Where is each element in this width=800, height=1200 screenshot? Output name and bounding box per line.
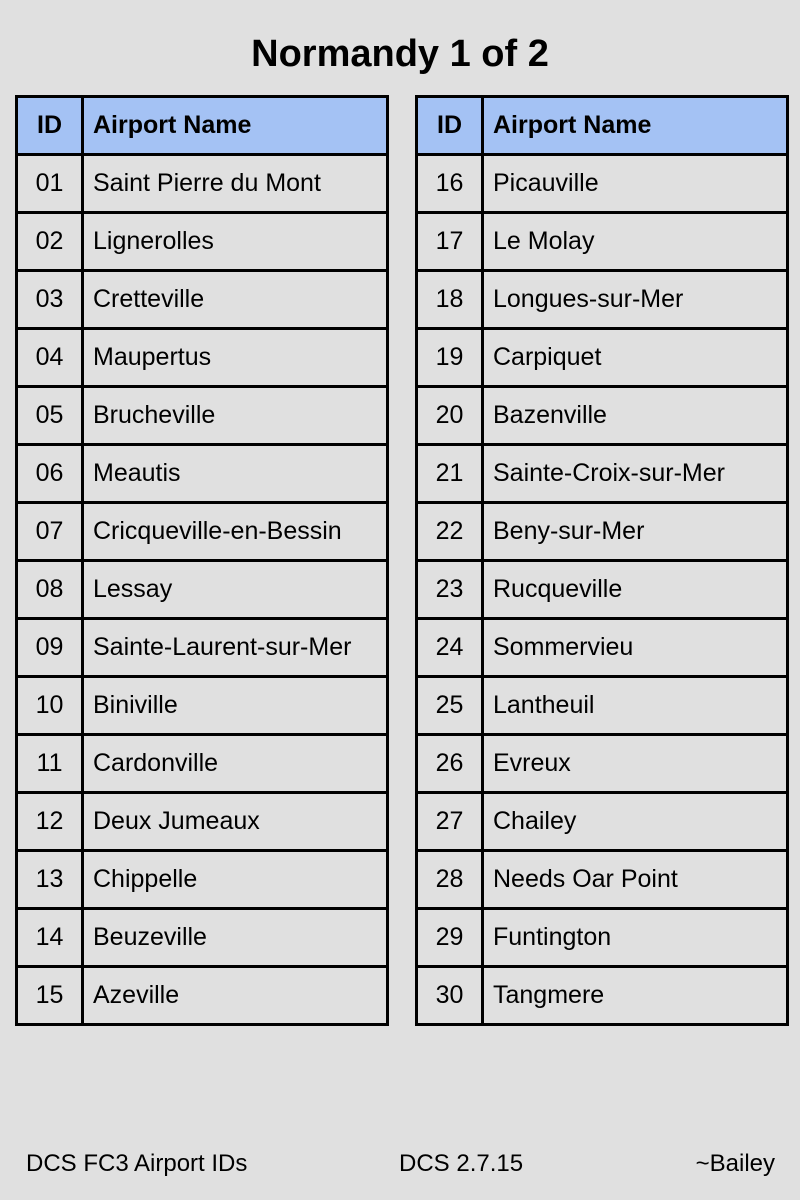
airport-id: 12: [17, 793, 83, 851]
airport-name: Rucqueville: [483, 561, 788, 619]
airport-name: Maupertus: [83, 329, 388, 387]
airport-name: Chippelle: [83, 851, 388, 909]
airport-id: 13: [17, 851, 83, 909]
airport-id: 02: [17, 213, 83, 271]
airport-name: Deux Jumeaux: [83, 793, 388, 851]
airport-name: Saint Pierre du Mont: [83, 155, 388, 213]
table-row: [417, 967, 788, 1025]
footer-author: ~Bailey: [695, 1150, 775, 1177]
airport-name: Evreux: [483, 735, 788, 793]
table-row: [17, 445, 388, 503]
table-row: [17, 793, 388, 851]
table-row: [417, 851, 788, 909]
airport-name: Carpiquet: [483, 329, 788, 387]
table-row: [17, 967, 388, 1025]
airport-id: 14: [17, 909, 83, 967]
airport-name: Azeville: [83, 967, 388, 1025]
table-row: [17, 155, 388, 213]
airport-name: Lessay: [83, 561, 388, 619]
airport-id: 20: [417, 387, 483, 445]
table-row: [417, 677, 788, 735]
airport-id: 10: [17, 677, 83, 735]
table-row: [17, 735, 388, 793]
airport-id: 08: [17, 561, 83, 619]
airport-table-right: [415, 95, 789, 1026]
airport-id: 09: [17, 619, 83, 677]
table-row: [17, 851, 388, 909]
airport-id: 11: [17, 735, 83, 793]
airport-name: Brucheville: [83, 387, 388, 445]
table-row: [417, 387, 788, 445]
airport-name: Meautis: [83, 445, 388, 503]
airport-name: Picauville: [483, 155, 788, 213]
page-title: Normandy 1 of 2: [251, 33, 549, 75]
airport-name: Sainte-Croix-sur-Mer: [483, 445, 788, 503]
table-row: [17, 909, 388, 967]
table-header-row: [417, 97, 788, 155]
table-row: [417, 445, 788, 503]
column-header-airport-name: Airport Name: [483, 97, 788, 155]
table-row: [17, 677, 388, 735]
table-row: [17, 619, 388, 677]
airport-id: 06: [17, 445, 83, 503]
airport-name: Longues-sur-Mer: [483, 271, 788, 329]
table-row: [17, 503, 388, 561]
table-header-row: [17, 97, 388, 155]
table-row: [17, 329, 388, 387]
table-row: [417, 213, 788, 271]
airport-name: Tangmere: [483, 967, 788, 1025]
airport-id: 26: [417, 735, 483, 793]
airport-name: Funtington: [483, 909, 788, 967]
airport-name: Lantheuil: [483, 677, 788, 735]
airport-name: Biniville: [83, 677, 388, 735]
airport-name: Sommervieu: [483, 619, 788, 677]
airport-id: 15: [17, 967, 83, 1025]
column-header-id: ID: [17, 97, 83, 155]
airport-id: 24: [417, 619, 483, 677]
table-row: [417, 619, 788, 677]
footer-caption: DCS FC3 Airport IDs: [26, 1150, 248, 1177]
airport-id: 21: [417, 445, 483, 503]
airport-id: 07: [17, 503, 83, 561]
airport-id: 16: [417, 155, 483, 213]
airport-id: 22: [417, 503, 483, 561]
table-row: [17, 561, 388, 619]
airport-id: 27: [417, 793, 483, 851]
airport-name: Beny-sur-Mer: [483, 503, 788, 561]
airport-name: Lignerolles: [83, 213, 388, 271]
table-row: [417, 271, 788, 329]
table-row: [417, 561, 788, 619]
table-row: [417, 793, 788, 851]
table-row: [417, 503, 788, 561]
airport-id: 17: [417, 213, 483, 271]
table-row: [17, 271, 388, 329]
airport-name: Cretteville: [83, 271, 388, 329]
airport-name: Beuzeville: [83, 909, 388, 967]
footer-version: DCS 2.7.15: [399, 1150, 524, 1177]
airport-name: Cardonville: [83, 735, 388, 793]
airport-name: Le Molay: [483, 213, 788, 271]
airport-table-left: [15, 95, 389, 1026]
airport-id: 25: [417, 677, 483, 735]
airport-name: Chailey: [483, 793, 788, 851]
airport-id: 19: [417, 329, 483, 387]
airport-name: Cricqueville-en-Bessin: [83, 503, 388, 561]
column-header-airport-name: Airport Name: [83, 97, 388, 155]
airport-id: 30: [417, 967, 483, 1025]
table-row: [17, 213, 388, 271]
airport-id: 23: [417, 561, 483, 619]
table-row: [17, 387, 388, 445]
airport-id: 28: [417, 851, 483, 909]
table-row: [417, 735, 788, 793]
airport-id: 29: [417, 909, 483, 967]
airport-id: 05: [17, 387, 83, 445]
airport-name: Bazenville: [483, 387, 788, 445]
table-row: [417, 155, 788, 213]
table-row: [417, 329, 788, 387]
airport-id: 04: [17, 329, 83, 387]
airport-id: 01: [17, 155, 83, 213]
column-header-id: ID: [417, 97, 483, 155]
airport-id: 18: [417, 271, 483, 329]
airport-name: Sainte-Laurent-sur-Mer: [83, 619, 388, 677]
table-row: [417, 909, 788, 967]
airport-id: 03: [17, 271, 83, 329]
airport-name: Needs Oar Point: [483, 851, 788, 909]
